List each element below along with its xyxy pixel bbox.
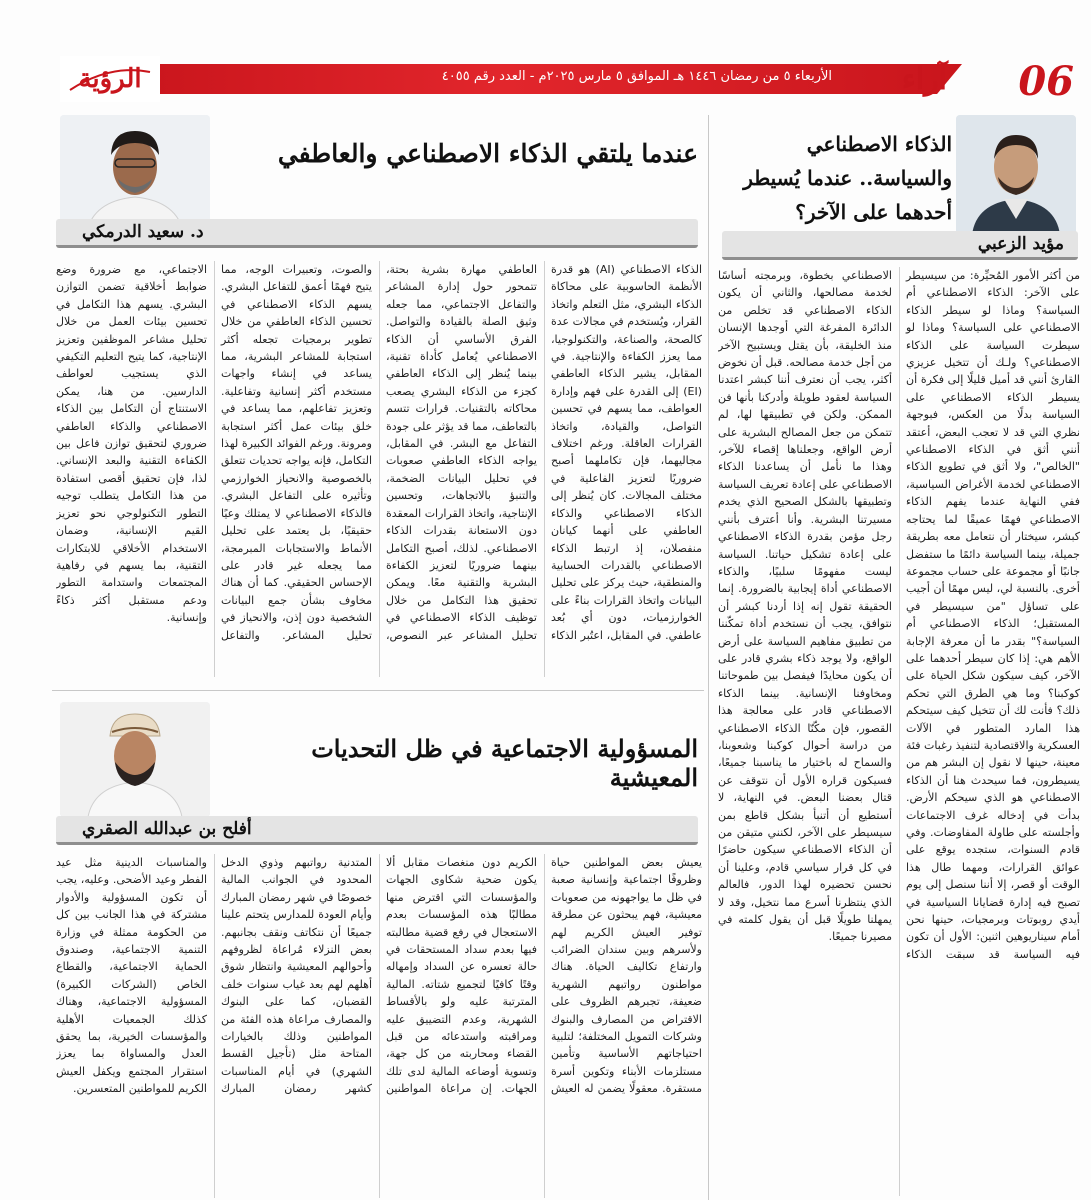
article-divider	[52, 690, 704, 691]
author-photo-right	[956, 115, 1076, 235]
article-right-headline: الذكاء الاصطناعي والسياسة.. عندما يُسيطر أحدهما على الآخر؟	[743, 132, 952, 224]
column-divider	[708, 115, 709, 1200]
article-right-body	[718, 267, 1080, 1196]
article-top-text: الذكاء الاصطناعي (AI) هو قدرة الأنظمة الحاسوبية على محاكاة الذكاء البشري، مثل التعلم واتخاذ القرار، ويُستخدم في مجالات عدة كالصحة، والصناعة، والتكنولوجيا، مما يعزز الكفاءة والإنتاجية. في المقابل، يشير الذكاء العاطفي (EI) إلى القدرة على فهم وإدارة العواطف، مما يسهم في تحسين التواصل، والقيادة، واتخاذ القرارات العاقلة. ورغم اختلاف مجاليهما، فإن تكاملهما أصبح ضروريًا لتعزيز الفاعلية في مختلف المجالات. كان يُنظر إلى الذكاء الاصطناعي والذكاء العاطفي على أنهما كيانان منفصلان، إذ ارتبط الذكاء الاصطناعي بالقدرات الحسابية والمنطقية، حيث يركز على تحليل البيانات واتخاذ القرارات بناءً على الخوارزميات، دون أي بُعد عاطفي. في المقابل، اعتُبر الذكاء العاطفي مهارة بشرية بحتة، تتمحور حول إدارة المشاعر والتفاعل الاجتماعي، مما جعله وثيق الصلة بالقيادة والتواصل. الفرق الأساسي أن الذكاء الاصطناعي يُعامل كأداة تقنية، بينما يُنظر إلى الذكاء العاطفي كجزء من الذكاء البشري يصعب محاكاته بالتقنيات. قرارات تتسم بالتعاطف، مما قد يؤثر على جودة التفاعل مع البشر. في المقابل، يواجه الذكاء العاطفي صعوبات في تحليل البيانات الضخمة، والتنبؤ بالاتجاهات، وتحسين الإنتاجية، واتخاذ القرارات المعقدة دون الاستعانة بقدرات الذكاء الاصطناعي. لذلك، أصبح التكامل بينهما ضروريًا لتعزيز الكفاءة البشرية والتقنية معًا. ويمكن تحقيق هذا التكامل من خلال توظيف الذكاء الاصطناعي في تحليل المشاعر عبر النصوص، والصوت، وتعبيرات الوجه، مما يتيح فهمًا أعمق للتفاعل البشري. يسهم الذكاء الاصطناعي في تحسين الذكاء العاطفي من خلال تطوير برمجيات تجعله أكثر استجابة للمشاعر البشرية، مما يساعد في إنشاء واجهات مستخدم أكثر إنسانية وتفاعلية. وتعزيز تفاعلهم، مما يساعد في خلق بيئات عمل أكثر استجابة ومرونة. ورغم الفوائد الكبيرة لهذا التكامل، فإنه يواجه تحديات تتعلق بالخصوصية والانحياز الخوارزمي وتأثيره على التفاعل البشري. فالذكاء الاصطناعي لا يمتلك وعيًا حقيقيًا، بل يعتمد على تحليل الأنماط والاستجابات المبرمجة، مما يجعله غير قادر على الإحساس الحقيقي. كما أن هناك مخاوف بشأن جمع البيانات الشخصية دون إذن، والانحياز في تحليل المشاعر. والتفاعل الاجتماعي، مع ضرورة وضع ضوابط أخلاقية تضمن التوازن البشري. يسهم هذا التكامل في تحسين بيئات العمل من خلال تحليل مشاعر الموظفين وتعزيز الإنتاجية، كما يتيح التعليم التكيفي الذي يستجيب لعواطف الدارسين. من هنا، يمكن الاستنتاج أن التكامل بين الذكاء الاصطناعي والذكاء العاطفي ضروري لتحقيق توازن فاعل بين الكفاءة التقنية والبعد الإنساني. لذا، فإن تحقيق أقصى استفادة من هذا التكامل يتطلب توجيه التطور التكنولوجي نحو تعزيز القيم الإنسانية، وضمان الاستخدام الأخلاقي للابتكارات التقنية، بما يسهم في رفاهية المجتمعات واستدامة التطور ودعم مستقبل أكثر ذكاءً وإنسانية.	[56, 263, 702, 642]
newspaper-logo-text: الرؤية	[78, 64, 142, 94]
newspaper-logo	[60, 56, 160, 102]
author-byline-bottom	[56, 816, 698, 845]
author-photo-top	[60, 115, 210, 235]
author-portrait-icon	[956, 115, 1076, 235]
article-bottom-body	[56, 854, 702, 1198]
author-portrait-icon	[60, 115, 210, 235]
author-portrait-icon	[60, 702, 210, 817]
article-right-text: من أكثر الأمور المُحيِّرة: من سيسيطر على الآخر: الذكاء الاصطناعي أم السياسة؟ وماذا لو سيطر الذكاء الاصطناعي على السياسة؟ وماذا لو سيطرت السياسة على الذكاء الاصطناعي؟ ولـك أن تتخيل عزيزي القارئ أنني قد أميل قليلًا إلى فكرة أن يسيطر الذكاء الاصطناعي على السياسة بدلًا من العكس، فبوجهة نظري التي قد لا تعجب البعض، أعتقد أنني أثق في الذكاء الاصطناعي "الخالص"، ولا أثق في تطويع الذكاء الاصطناعي لخدمة الأغراض السياسية، ففي النهاية عندما يفهم الذكاء الاصطناعي فهمًا عميقًا لما يحتاجه كبشر، سيختار أن نتعامل معه بطريقة جميلة، بينما السياسة دائمًا ما ستفضل جانبًا أو مجموعة على حساب مجموعة أخرى. بالنسبة لي، ليس مهمًا أن أجيب على تساؤل "من سيسيطر في المستقبل؛ الذكاء الاصطناعي أم السياسة؟" بقدر ما أن معرفة الإجابة الأهم هي: إذا كان سيطر أحدهما على الآخر، كيف سيكون شكل الحياة على كوكبنا؟ وما هي الطرق التي تحكم ذلك؟ فأنت لك أن تتخيل كيف سيتحكم هذا المارد المتطور في الآلات العسكرية والاقتصادية لتنفيذ رغبات فئة معينة، حينها لا نقول إن البشر هم من يسيطرون، فما سيحدث هنا أن الذكاء الاصطناعي هو الذي سيحكم الأرض. بدأت في إدخاله غرف الاجتماعات وأجلسته على طاولة المفاوضات. وفي قادم السنوات، ستجده يوقع على عوائق القرارات، ومهما طال هذا الوقت أو قصر، إلا أننا سنصل إلى يوم تصبح فيه إدارة قضايانا السياسية في أيدي روبوتات وبرمجيات، حينها نحن أمام سيناريوهين اثنين: الأول أن تكون فيه السياسة قد سبقت الذكاء الاصطناعي بخطوة، وبرمجته أساسًا لخدمة مصالحها، والثاني أن يكون الذكاء الاصطناعي قد تخلص من الدائرة المفرغة التي أوجدها الإنسان منذ الخليقة، بأن يقتل ويستبيح الآخر من أجل خدمة مصالحه. قبل أن نخوض أكثر، يجب أن نعترف أننا كبشر اعتدنا السياسة لعقود طويلة وأدركنا بأنها فن الممكن. ولكن في تطبيقها لها، لم تتمكن من جعل المصالح البشرية على أرض الواقع، وجعلناها إقصاء للآخر، وهذا ما نأمل أن يساعدنا الذكاء الاصطناعي على إعادة تعريف السياسة وتطبيقها بالشكل الصحيح الذي يخدم مسيرتنا البشرية. وأنا أعترف بأنني رجل مؤمن بقدرة الذكاء الاصطناعي على إعادة تشكيل حياتنا. السياسة ليست مفهومًا سلبيًا، والذكاء الاصطناعي أداة إيجابية بالضرورة. إنما الحقيقة تقول إنه إذا أردنا كبشر أن نتوافق، يجب أن نستخدم أداة تمكّننا من تطبيق مفاهيم السياسة على أرض الواقع، ولا يوجد ذكاء بشري قادر على أن يكون محايدًا فيفصل بين طموحاتنا ومخاوفنا الإنسانية. بينما الذكاء الاصطناعي قادر على معالجة هذا القصور، فإن مكّنّا الذكاء الاصطناعي من دراسة أحوال كوكبنا وشعوبنا، والسماح له باختيار ما يناسبنا جميعًا، فسيكون قراره الأول أن نتوقف عن قتال بعضنا البعض. في النهاية، لا أستطيع أن أتنبأ بشكل قاطع بمن سيسيطر على الآخر، لكنني متيقن من أن الذكاء الاصطناعي سيكون حاضرًا في كل قرار سياسي قادم، وعلينا أن نحسن تحضيره لهذا الدور، فالعالم الذي ينتظرنا أسرع مما نتخيل، وقد لا يمهلنا طويلًا قبل أن يقول كلمته في مصيرنا جميعًا.	[718, 269, 1080, 961]
section-title: آراء	[901, 62, 947, 97]
article-ai-politics	[712, 113, 1082, 1200]
issue-date-line: الأربعاء ٥ من رمضان ١٤٤٦ هـ الموافق ٥ مارس ٢٠٢٥م - العدد رقم ٤٠٥٥	[441, 69, 832, 84]
author-name-right: مؤيد الزعبي	[977, 234, 1064, 254]
author-byline-top	[56, 219, 698, 248]
page-number: 06	[1018, 58, 1074, 105]
article-bottom-text: يعيش بعض المواطنين حياة وظروفًا اجتماعية وإنسانية صعبة في ظل ما يواجهونه من صعوبات معيشية، فهم يبحثون عن مطرقة توفير العيش الكريم لهم ولأسرهم وبين سندان الضرائب وارتفاع تكاليف الحياة. هناك مواطنون رواتبهم الشهرية ضعيفة، تجبرهم الظروف على الاقتراض من المصارف والبنوك وشركات التمويل المختلفة؛ لتلبية احتياجاتهم الأساسية وتأمين مستلزمات الأبناء وتكوين أسرة مستقرة. معقولًا يضمن له العيش الكريم دون منغصات مقابل ألا يكون ضحية شكاوى الجهات والمؤسسات التي اقترض منها مطالبًا هذه المؤسسات بعدم الاستعجال في رفع قضية مطالبته فيها بعدم سداد المستحقات في حالة تعسره عن السداد وإمهاله وقتًا كافيًا لتجميع شتاته. المالية المترتبة عليه ولو بالأقساط الشهرية، وعدم التضييق عليه ومراقبته واستدعائه من قبل القضاء ومحاربته من كل جهة، وتسوية أوضاعه المالية لدى تلك الجهات. إن مراعاة المواطنين المتدنية رواتبهم وذوي الدخل المحدود في الجوانب المالية خصوصًا في شهر رمضان المبارك وأيام العودة للمدارس يتحتم علينا جميعًا أن نتكاتف ونقف بجانبهم. بعض النزلاء مُراعاة لظروفهم وأحوالهم المعيشية وانتظار شوق أهلهم لهم بعد غياب سنوات خلف القضبان، كما على البنوك والمصارف مراعاة هذه الفئة من المواطنين وذلك بالخيارات المتاحة مثل (تأجيل القسط الشهري) في أيام المناسبات كشهر رمضان المبارك والمناسبات الدينية مثل عيد الفطر وعيد الأضحى. وعليه، يجب أن تكون المسؤولية والأدوار مشتركة في هذا الجانب بين كل من الحكومة ممثلة في وزارة التنمية الاجتماعية، وصندوق الحماية الاجتماعية، والقطاع الخاص (الشركات الكبيرة) المسؤولية الاجتماعية، وهناك كذلك الجمعيات الأهلية والمؤسسات الخيرية، بما يحقق العدل والمساواة بما يعزز استقرار المجتمع ويكفل العيش الكريم للمواطنين المتعسرين.	[56, 856, 702, 1096]
article-ai-emotional	[52, 113, 702, 683]
article-social-responsibility	[52, 700, 702, 1200]
author-byline-right	[722, 231, 1078, 260]
article-top-headline: عندما يلتقي الذكاء الاصطناعي والعاطفي	[277, 139, 698, 168]
article-bottom-headline: المسؤولية الاجتماعية في ظل التحديات المعيشية	[311, 734, 698, 792]
page-header-banner	[60, 56, 1082, 104]
author-name-bottom: أفلح بن عبدالله الصقري	[82, 819, 252, 839]
author-name-top: د. سعيد الدرمكي	[82, 222, 204, 242]
article-top-body	[56, 261, 702, 677]
author-photo-bottom	[60, 702, 210, 817]
